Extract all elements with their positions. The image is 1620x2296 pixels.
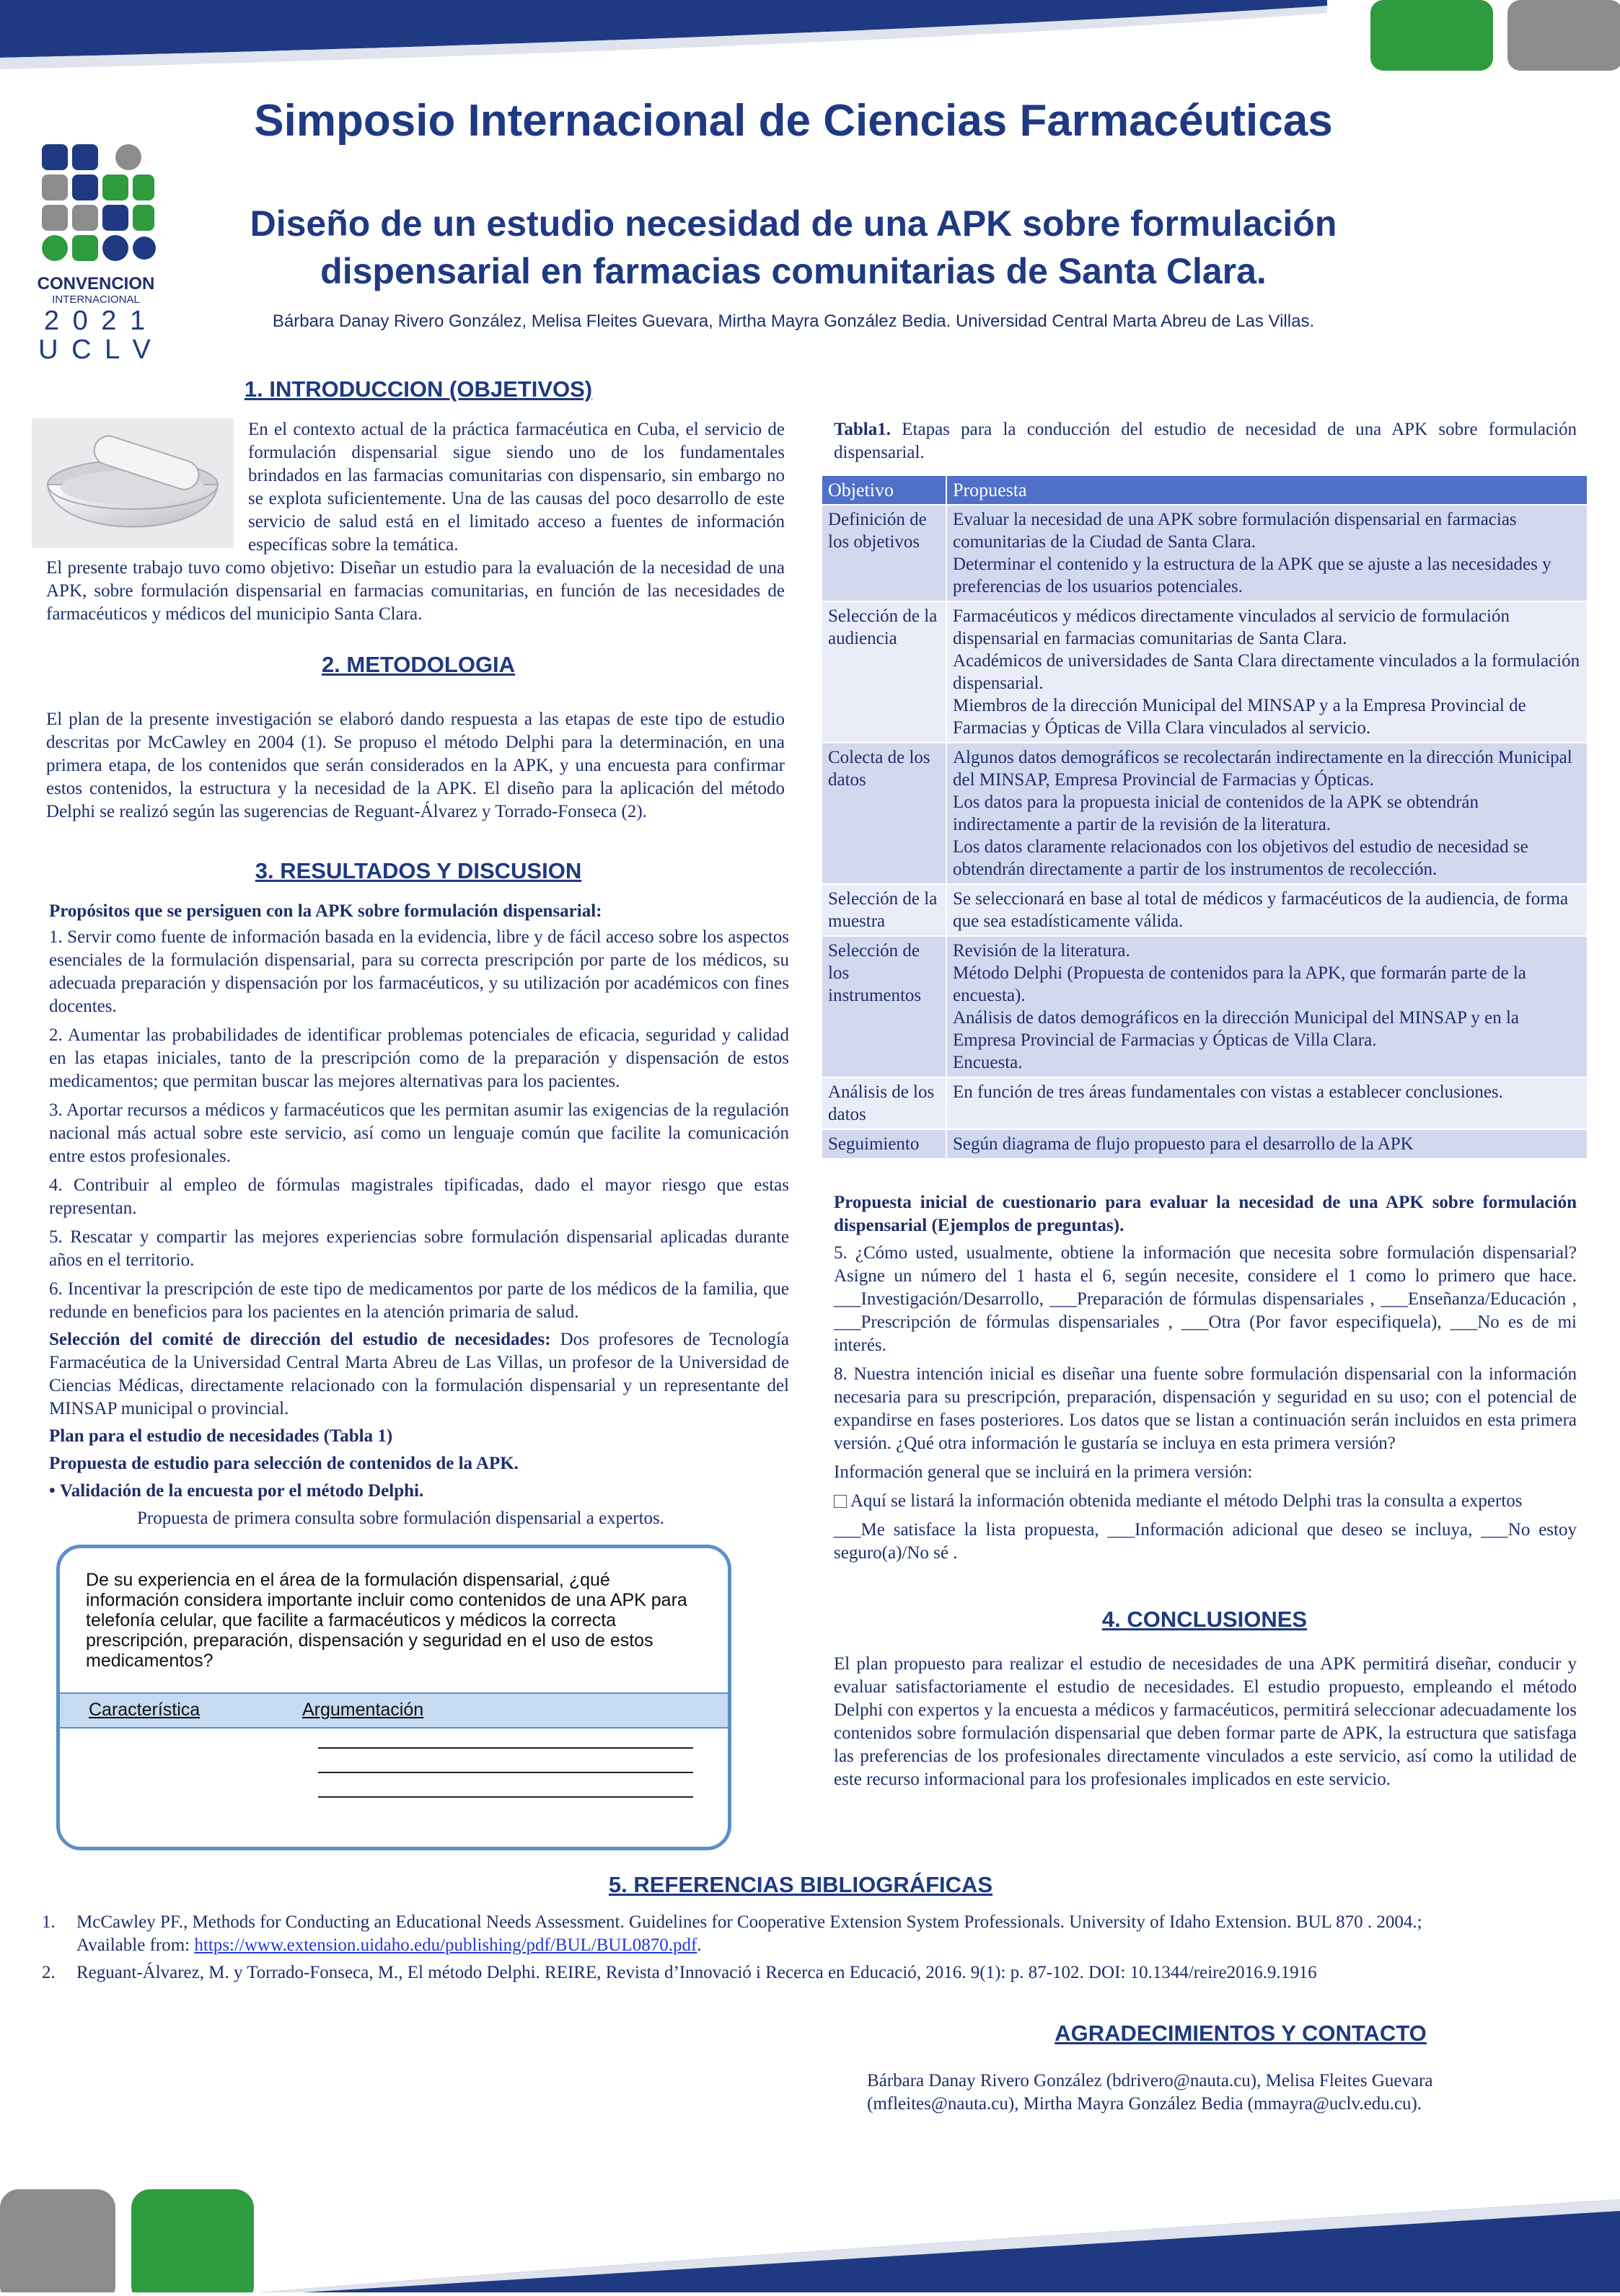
mortar-pestle-graphic xyxy=(32,418,234,548)
objetivo-cell: Definición de los objetivos xyxy=(822,505,946,601)
table-row xyxy=(822,936,1587,1077)
top-banner xyxy=(0,0,1620,87)
tabla-caption-label: Tabla1. xyxy=(834,420,891,439)
aqui-text: Aquí se listará la información obtenida mediante el método Delphi tras la consulta a expertos xyxy=(847,1491,1523,1511)
comite-paragraph xyxy=(49,1328,789,1421)
tabla-header-row xyxy=(822,476,1587,505)
propuesta-line: Análisis de datos demográficos en la dirección Municipal del MINSAP y en la Empresa Provincial de Farmacias y Ópticas de Villa Clara. xyxy=(953,1008,1519,1050)
tabla-caption-text: Etapas para la conducción del estudio de necesidad de una APK sobre formulación dispensarial. xyxy=(834,420,1577,462)
info-general: Información general que se incluirá en la primera versión: xyxy=(834,1462,1253,1482)
satisface-line: ___Me satisface la lista propuesta, ___Información adicional que deseo se incluya, ___No estoy seguro(a)/No sé . xyxy=(834,1520,1577,1563)
answer-line[interactable] xyxy=(318,1756,693,1773)
table-row xyxy=(822,601,1587,743)
propuesta-line: Los datos claramente relacionados con los objetivos del estudio de necesidad se obtendrán directamente a partir de los instrumentos de recolección. xyxy=(953,837,1528,879)
pregunta-8: 8. Nuestra intención inicial es diseñar una fuente sobre formulación dispensarial con la información necesaria para su prescripción, preparación, dispensación y seguridad en su uso; con el potencial de expandirse en fases posteriores. Los datos que se listan a continuación serán incluidos en esta primera versión. ¿Qué otra información le gustaría se incluya en esta primera versión? xyxy=(834,1364,1577,1453)
propuesta-line: Encuesta. xyxy=(953,1053,1023,1072)
logo-mark xyxy=(35,143,157,265)
th-propuesta: Propuesta xyxy=(946,476,1587,505)
ref-1-text: McCawley PF., Methods for Conducting an Educational Needs Assessment. Guidelines for Cooperative Extension System Professionals. University of Idaho Extension. BUL 870 . 2004.; xyxy=(76,1912,1422,1932)
cuestionario xyxy=(834,1191,1577,1565)
bottom-banner xyxy=(0,2173,1620,2292)
objetivo-cell: Selección de la muestra xyxy=(822,884,946,936)
tabla-1 xyxy=(822,476,1587,1160)
intro-heading: 1. INTRODUCCION (OBJETIVOS) xyxy=(244,376,593,402)
delphi-bullet: • Validación de la encuesta por el método Delphi. xyxy=(49,1481,424,1501)
propuesta-cell xyxy=(946,505,1587,601)
comite-label: Selección del comité de dirección del estudio de necesidades: xyxy=(49,1330,551,1349)
metodologia-paragraph: El plan de la presente investigación se elaboró dando respuesta a las etapas de este tipo de estudio descritas por McCawley en 2004 (1). Se propuso el método Delphi para la determinación, en una primera etapa, de los contenidos que serán considerados en la APK, y una encuesta para confirmar estos contenidos, la estructura y la necesidad de la APK. El diseño para la aplicación del método Delphi se realizó según las sugerencias de Reguant-Álvarez y Torrado-Fonseca (2). xyxy=(46,710,785,821)
comite-text: Dos profesores de Tecnología Farmacéutica de la Universidad Central Marta Abreu de Las Villas, un profesor de la Universidad de Ciencias Médicas, directamente relacionado con la formulación dispensarial y un representante del MINSAP municipal o provincial. xyxy=(49,1330,789,1418)
propuesta-cell xyxy=(946,884,1587,936)
referencias-list xyxy=(42,1911,1593,1984)
propuesta-line: Propuesta de estudio para selección de contenidos de la APK. xyxy=(49,1454,519,1473)
proposito-1: 1. Servir como fuente de información basada en la evidencia, libre y de fácil acceso sobre los aspectos esenciales de la formulación dispensarial, para su correcta prescripción por parte de los médicos, su adecuada preparación y dispensación por los farmacéuticos, y su utilización por académicos con fines docentes. xyxy=(49,927,789,1016)
consulta-line: Propuesta de primera consulta sobre formulación dispensarial a expertos. xyxy=(137,1509,665,1528)
proposito-3: 3. Aportar recursos a médicos y farmacéuticos que les permitan asumir las exigencias de la regulación nacional más actual sobre este servicio, así como un lenguaje común que facilite la comunicación entre estos profesionales. xyxy=(49,1100,789,1166)
intro-paragraph-1: En el contexto actual de la práctica farmacéutica en Cuba, el servicio de formulación dispensarial sigue siendo uno de los fundamentales brindados en las farmacias comunitarias con dispensario, sin embargo no se explota suficientemente. Una de las causas del poco desarrollo de este servicio de salud está en el limitado acceso a fuentes de información específicas sobre la temática. xyxy=(248,420,785,555)
table-row xyxy=(822,1129,1587,1159)
objetivo-cell: Selección de la audiencia xyxy=(822,601,946,743)
objetivo-cell: Colecta de los datos xyxy=(822,743,946,884)
checkbox-icon[interactable] xyxy=(834,1495,847,1508)
delphi-question: De su experiencia en el área de la formulación dispensarial, ¿qué información considera importante incluir como contenidos de una APK para telefonía celular, que facilite a farmacéuticos y médicos la correcta prescripción, preparación, dispensación y seguridad en el uso de estos medicamentos? xyxy=(86,1570,687,1671)
ref-1-link[interactable]: https://www.extension.uidaho.edu/publishing/pdf/BUL/BUL0870.pdf xyxy=(194,1935,697,1955)
mortar-image xyxy=(32,418,234,548)
reference-2 xyxy=(42,1961,1593,1984)
logo-line2: INTERNACIONAL xyxy=(52,293,140,306)
answer-line[interactable] xyxy=(318,1731,693,1749)
logo-line1: CONVENCION xyxy=(37,274,155,293)
poster-title-line1: Diseño de un estudio necesidad de una APK sobre formulación xyxy=(250,203,1337,244)
aqui-line xyxy=(834,1490,1577,1513)
propuesta-cell xyxy=(946,1129,1587,1159)
col-caracteristica: Característica xyxy=(89,1700,201,1720)
propuesta-line: Según diagrama de flujo propuesto para el desarrollo de la APK xyxy=(953,1134,1414,1154)
propuesta-line: Miembros de la dirección Municipal del MINSAP y a la Empresa Provincial de Farmacias y Ópticas de Villa Clara vinculados al servicio. xyxy=(953,696,1526,738)
poster-title-line2: dispensarial en farmacias comunitarias de Santa Clara. xyxy=(320,251,1267,291)
delphi-bullet-text: Validación de la encuesta por el método Delphi. xyxy=(60,1481,424,1501)
agradecimientos-text: Bárbara Danay Rivero González (bdrivero@nauta.cu), Melisa Fleites Guevara (mfleites@nauta.cu), Mirtha Mayra González Bedia (mmayra@uclv.edu.cu). xyxy=(867,2071,1433,2114)
plan-line: Plan para el estudio de necesidades (Tabla 1) xyxy=(49,1426,393,1446)
resultados-body xyxy=(49,900,789,1530)
reference-1 xyxy=(42,1911,1593,1957)
objetivo-cell: Selección de los instrumentos xyxy=(822,936,946,1077)
propuesta-line: Los datos para la propuesta inicial de contenidos de la APK se obtendrán indirectamente a partir de la revisión de la literatura. xyxy=(953,792,1479,834)
objetivo-cell: Análisis de los datos xyxy=(822,1077,946,1129)
ref-1-number: 1. xyxy=(42,1912,56,1932)
proposito-6: 6. Incentivar la prescripción de este tipo de medicamentos por parte de los médicos de la familia, que redunde en beneficios para los pacientes en la atención primaria de salud. xyxy=(49,1279,789,1322)
event-title: Simposio Internacional de Ciencias Farmacéuticas xyxy=(254,96,1333,146)
delphi-survey-box xyxy=(56,1545,731,1850)
propuesta-line: Farmacéuticos y médicos directamente vinculados al servicio de formulación dispensarial en farmacias comunitarias de Santa Clara. xyxy=(953,606,1510,648)
ref-2-number: 2. xyxy=(42,1963,56,1982)
logo-org: U C L V xyxy=(38,335,154,365)
ref-2-text: Reguant-Álvarez, M. y Torrado-Fonseca, M., El método Delphi. REIRE, Revista d’Innovació i Recerca en Educació, 2016. 9(1): p. 87-102. DOI: 10.1344/reire2016.9.1916 xyxy=(76,1963,1317,1982)
proposito-4: 4. Contribuir al empleo de fórmulas magistrales tipificadas, dado el mayor riesgo que estas representan. xyxy=(49,1175,789,1218)
referencias-heading: 5. REFERENCIAS BIBLIOGRÁFICAS xyxy=(608,1872,993,1897)
intro-paragraph-2: El presente trabajo tuvo como objetivo: Diseñar un estudio para la evaluación de la necesidad de una APK, sobre formulación dispensarial en farmacias comunitarias, en función de las necesidades de farmacéuticos y médicos del municipio Santa Clara. xyxy=(46,558,785,624)
proposito-2: 2. Aumentar las probabilidades de identificar problemas potenciales de eficacia, seguridad y calidad en las etapas iniciales, tanto de la prescripción como de la preparación y dispensación de estos medicamentos; que permitan buscar las mejores alternativas para los pacientes. xyxy=(49,1025,789,1091)
objetivo-cell: Seguimiento xyxy=(822,1129,946,1159)
ref-1-available-label: Available from: xyxy=(76,1935,195,1955)
th-objetivo: Objetivo xyxy=(822,476,946,505)
propositos-title: Propósitos que se persiguen con la APK sobre formulación dispensarial: xyxy=(49,901,602,921)
logo-year: 2 0 2 1 xyxy=(43,306,149,336)
delphi-table-header xyxy=(60,1692,728,1728)
tabla-caption xyxy=(834,418,1577,464)
convention-logo xyxy=(35,143,157,365)
propuesta-cell xyxy=(946,601,1587,743)
table-row xyxy=(822,743,1587,884)
propuesta-cell xyxy=(946,743,1587,884)
ref-1-end: . xyxy=(697,1935,702,1955)
pregunta-5: 5. ¿Cómo usted, usualmente, obtiene la información que necesita sobre formulación dispensarial? Asigne un número del 1 hasta el 6, según necesite, considere el 1 como lo primero que hace. ___Investigación/Desarrollo, ___Preparación de fórmulas dispensariales , ___Enseñanza/Educación , ___Prescripción de fórmulas dispensariales , ___Otra (Por favor especifiquela), ___No es de mi interés. xyxy=(834,1243,1577,1355)
table-row xyxy=(822,505,1587,601)
propuesta-line: En función de tres áreas fundamentales con vistas a establecer conclusiones. xyxy=(953,1082,1503,1102)
answer-lines xyxy=(318,1731,693,1805)
cuestionario-title: Propuesta inicial de cuestionario para evaluar la necesidad de una APK sobre formulación dispensarial (Ejemplos de preguntas). xyxy=(834,1193,1577,1235)
conclusiones-heading: 4. CONCLUSIONES xyxy=(1101,1607,1308,1632)
propuesta-line: Académicos de universidades de Santa Clara directamente vinculados a la formulación dispensarial. xyxy=(953,651,1580,693)
top-banner-graphic xyxy=(0,0,1620,87)
propuesta-line: Se seleccionará en base al total de médicos y farmacéuticos de la audiencia, de forma que sea estadísticamente válida. xyxy=(953,889,1569,931)
resultados-heading: 3. RESULTADOS Y DISCUSION xyxy=(255,858,582,883)
propuesta-line: Método Delphi (Propuesta de contenidos para la APK, que formarán parte de la encuesta). xyxy=(953,963,1526,1005)
ref-1-body xyxy=(76,1911,1422,1957)
table-row xyxy=(822,1077,1587,1129)
propuesta-cell xyxy=(946,936,1587,1077)
propuesta-line: Determinar el contenido y la estructura de la APK que se ajuste a las necesidades y preferencias de los usuarios potenciales. xyxy=(953,555,1551,596)
metodologia-heading: 2. METODOLOGIA xyxy=(321,652,516,677)
propuesta-line: Evaluar la necesidad de una APK sobre formulación dispensarial en farmacias comunitarias de la Ciudad de Santa Clara. xyxy=(953,510,1517,552)
propuesta-line: Revisión de la literatura. xyxy=(953,941,1130,961)
authors: Bárbara Danay Rivero González, Melisa Fleites Guevara, Mirtha Mayra González Bedia. Universidad Central Marta Abreu de Las Villas. xyxy=(272,312,1315,331)
propuesta-cell xyxy=(946,1077,1587,1129)
proposito-5: 5. Rescatar y compartir las mejores experiencias sobre formulación dispensarial aplicadas durante años en el territorio. xyxy=(49,1227,789,1270)
propuesta-line: Algunos datos demográficos se recolectarán indirectamente en la dirección Municipal del MINSAP, Empresa Provincial de Farmacias y Ópticas. xyxy=(953,748,1572,790)
col-argumentacion: Argumentación xyxy=(302,1700,424,1720)
ref-1-availability xyxy=(76,1934,1422,1957)
answer-line[interactable] xyxy=(318,1780,693,1798)
bottom-banner-graphic xyxy=(0,2173,1620,2292)
table-row xyxy=(822,884,1587,936)
agradecimientos-heading: AGRADECIMIENTOS Y CONTACTO xyxy=(1055,2021,1427,2046)
conclusiones-text: El plan propuesto para realizar el estudio de necesidades de una APK permitirá diseñar, conducir y evaluar satisfactoriamente el estudio de necesidades. El estudio propuesto, empleando el método Delphi con expertos y la encuesta a médicos y farmacéuticos, permitirá seleccionar adecuadamente los contenidos sobre formulación dispensarial que deben formar parte de APK, la estructura que satisfaga las preferencias de los profesionales directamente vinculados a este servicio, así como la utilidad de este recurso informacional para los profesionales implicados en este servicio. xyxy=(834,1654,1577,1789)
